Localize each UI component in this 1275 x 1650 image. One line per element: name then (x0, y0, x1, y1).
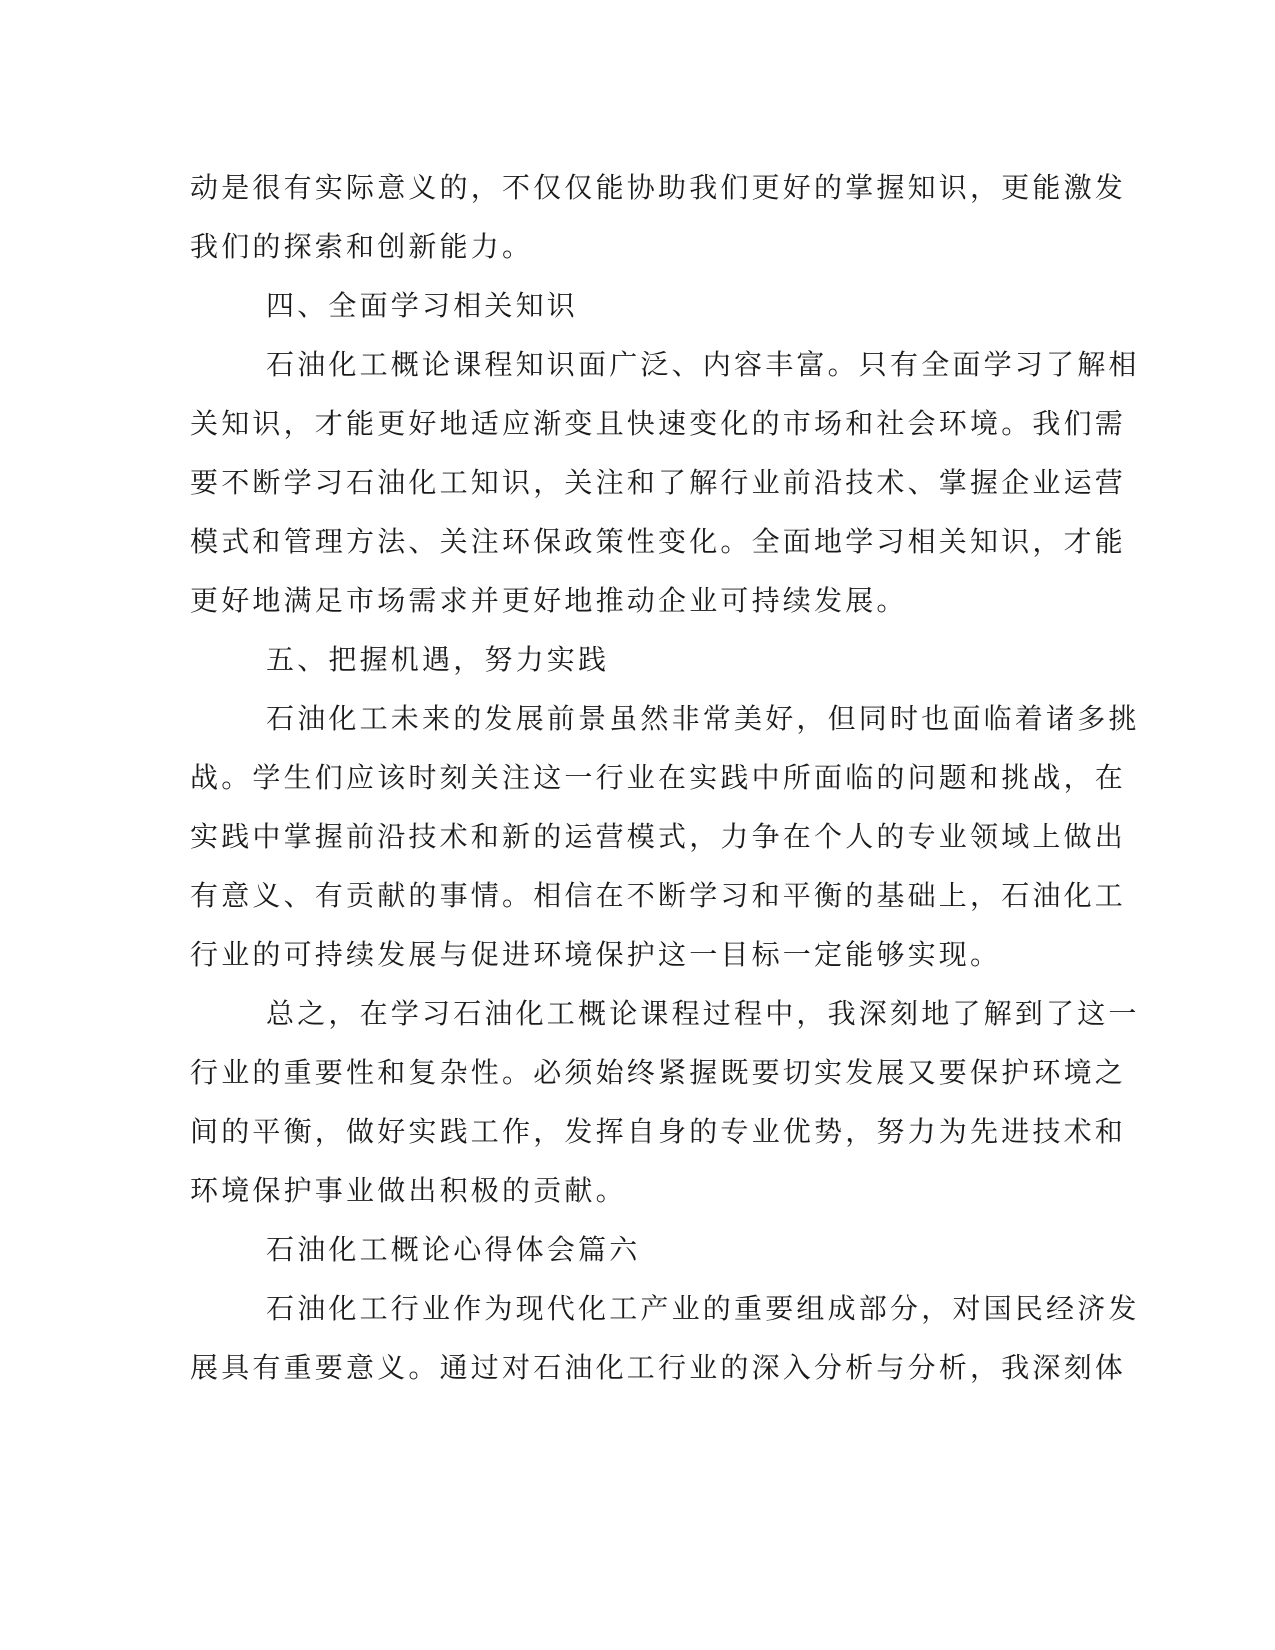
text-line: 石油化工概论课程知识面广泛、内容丰富。只有全面学习了解相 (266, 348, 1140, 381)
text-line: 实践中掌握前沿技术和新的运营模式，力争在个人的专业领域上做出 (190, 820, 1127, 853)
text-line: 要不断学习石油化工知识，关注和了解行业前沿技术、掌握企业运营 (190, 466, 1127, 499)
text-line: 战。学生们应该时刻关注这一行业在实践中所面临的问题和挑战，在 (190, 761, 1127, 794)
text-line: 间的平衡，做好实践工作，发挥自身的专业优势，努力为先进技术和 (190, 1115, 1127, 1148)
text-line: 更好地满足市场需求并更好地推动企业可持续发展。 (190, 584, 908, 617)
document-body (190, 158, 1140, 1397)
text-line: 环境保护事业做出积极的贡献。 (190, 1174, 627, 1207)
text-line: 行业的重要性和复杂性。必须始终紧握既要切实发展又要保护环境之 (190, 1056, 1127, 1089)
text-line: 动是很有实际意义的，不仅仅能协助我们更好的掌握知识，更能激发 (190, 171, 1127, 204)
text-line: 模式和管理方法、关注环保政策性变化。全面地学习相关知识，才能 (190, 525, 1127, 558)
section-heading: 石油化工概论心得体会篇六 (266, 1233, 641, 1266)
text-line: 石油化工行业作为现代化工产业的重要组成部分，对国民经济发 (266, 1292, 1140, 1325)
section-heading: 五、把握机遇，努力实践 (266, 643, 610, 676)
text-line: 石油化工未来的发展前景虽然非常美好，但同时也面临着诸多挑 (266, 702, 1140, 735)
text-line: 关知识，才能更好地适应渐变且快速变化的市场和社会环境。我们需 (190, 407, 1127, 440)
section-heading: 四、全面学习相关知识 (266, 289, 579, 322)
text-line: 有意义、有贡献的事情。相信在不断学习和平衡的基础上，石油化工 (190, 879, 1127, 912)
text-line: 行业的可持续发展与促进环境保护这一目标一定能够实现。 (190, 938, 1002, 971)
text-line: 我们的探索和创新能力。 (190, 230, 534, 263)
text-line: 总之，在学习石油化工概论课程过程中，我深刻地了解到了这一 (266, 997, 1140, 1030)
text-line: 展具有重要意义。通过对石油化工行业的深入分析与分析，我深刻体 (190, 1351, 1127, 1384)
